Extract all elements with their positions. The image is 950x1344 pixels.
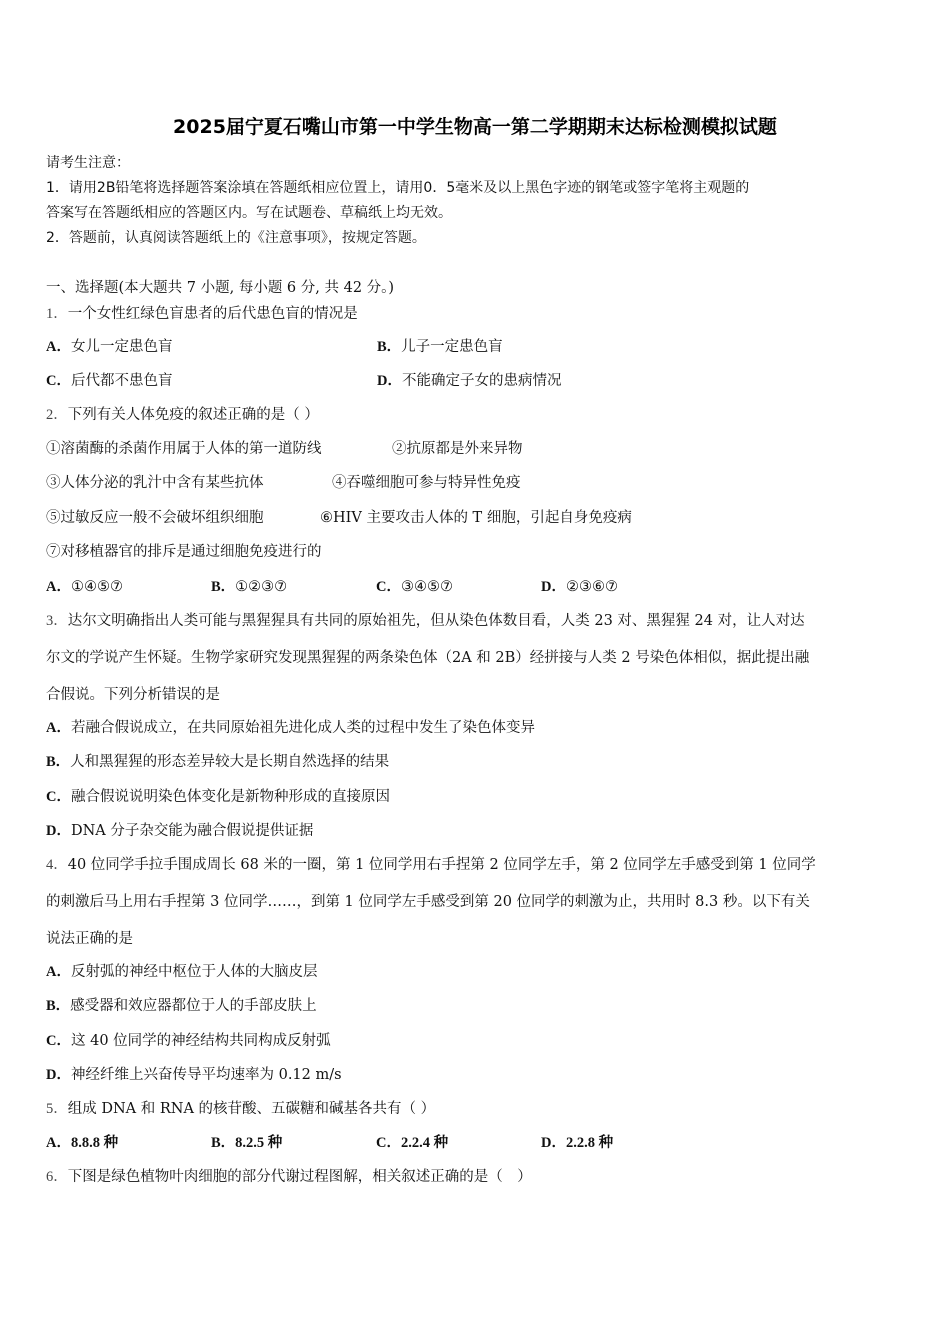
question-3-option-c[interactable] [46, 785, 390, 806]
option-label: D． [541, 579, 566, 595]
option-label: B． [46, 754, 71, 770]
option-label: D． [46, 823, 71, 839]
page-title: 2025届宁夏石嘴山市第一中学生物高一第二学期期末达标检测模拟试题 [173, 116, 777, 138]
question-2-option-b[interactable] [211, 575, 287, 596]
question-4-stem-line-2: 的刺激后马上用右手捏第 3 位同学……，到第 1 位同学左手感受到第 20 位同学的刺激为止，共用时 8.3 秒。以下有关 [46, 894, 810, 910]
question-5-option-c[interactable] [376, 1131, 448, 1152]
question-number: 3． [46, 613, 68, 629]
option-label: D． [541, 1135, 566, 1151]
option-text: ②③⑥⑦ [565, 579, 618, 595]
option-label: C． [376, 579, 401, 595]
question-number: 5． [46, 1101, 68, 1117]
option-label: C． [46, 789, 71, 805]
question-text: 达尔文明确指出人类可能与黑猩猩具有共同的原始祖先，但从染色体数目看，人类 23 对、黑猩猩 24 对，让人对达 [67, 613, 805, 629]
question-5-option-b[interactable] [211, 1131, 282, 1152]
notice-item-2: 2．答题前，认真阅读答题纸上的《注意事项》，按规定答题。 [46, 230, 426, 246]
question-4-option-b[interactable] [46, 994, 317, 1015]
option-text: 这 40 位同学的神经结构共同构成反射弧 [70, 1033, 331, 1049]
statement-2: ②抗原都是外来异物 [392, 441, 523, 457]
question-4-option-a[interactable] [46, 960, 317, 981]
question-3-option-b[interactable] [46, 750, 389, 771]
option-text: ①②③⑦ [235, 579, 288, 595]
option-label: D． [46, 1067, 71, 1083]
option-label: C． [46, 373, 71, 389]
option-label: C． [376, 1135, 401, 1151]
question-4-option-d[interactable] [46, 1063, 342, 1084]
option-label: A． [46, 339, 71, 355]
option-text: 8.2.5 种 [235, 1135, 283, 1151]
notice-item-1-cont: 答案写在答题纸相应的答题区内。写在试题卷、草稿纸上均无效。 [46, 205, 452, 221]
question-5-option-d[interactable] [541, 1131, 613, 1152]
option-text: 8.8.8 种 [70, 1135, 119, 1151]
option-label: B． [377, 339, 402, 355]
statement-5: ⑤过敏反应一般不会破坏组织细胞 [46, 510, 264, 526]
option-label: A． [46, 964, 71, 980]
question-3-option-a[interactable] [46, 716, 535, 737]
question-text: 组成 DNA 和 RNA 的核苷酸、五碳糖和碱基各共有（ ） [67, 1101, 436, 1117]
option-text: 融合假说说明染色体变化是新物种形成的直接原因 [70, 789, 390, 805]
question-number: 6． [46, 1169, 68, 1185]
option-text: 若融合假说成立，在共同原始祖先进化成人类的过程中发生了染色体变异 [70, 720, 535, 736]
question-3-stem-line-3: 合假说。下列分析错误的是 [46, 687, 220, 703]
question-2-option-c[interactable] [376, 575, 453, 596]
question-1-option-c[interactable] [46, 369, 172, 390]
option-text: 后代都不患色盲 [70, 373, 173, 389]
section-heading: 一、选择题(本大题共 7 小题, 每小题 6 分, 共 42 分。) [46, 280, 395, 296]
option-text: 人和黑猩猩的形态差异较大是长期自然选择的结果 [70, 754, 390, 770]
question-text: 下列有关人体免疫的叙述正确的是（ ） [67, 407, 319, 423]
question-number: 2． [46, 407, 68, 423]
option-text: 反射弧的神经中枢位于人体的大脑皮层 [70, 964, 318, 980]
option-label: B． [211, 579, 236, 595]
question-text: 40 位同学手拉手围成周长 68 米的一圈，第 1 位同学用右手捏第 2 位同学左手，第 2 位同学左手感受到第 1 位同学 [67, 857, 816, 873]
notice-item-1: 1．请用2B铅笔将选择题答案涂填在答题纸相应位置上，请用0．5毫米及以上黑色字迹的钢笔或签字笔将主观题的 [46, 180, 750, 196]
notice-heading: 请考生注意： [46, 155, 130, 171]
question-5-stem [46, 1097, 435, 1118]
question-number: 1． [46, 306, 68, 322]
question-3-stem-line-1 [46, 609, 805, 630]
option-label: A． [46, 720, 71, 736]
question-5-option-a[interactable] [46, 1131, 118, 1152]
option-label: A． [46, 579, 71, 595]
option-text: 不能确定子女的患病情况 [401, 373, 562, 389]
option-text: ③④⑤⑦ [400, 579, 453, 595]
statement-7: ⑦对移植器官的排斥是通过细胞免疫进行的 [46, 544, 322, 560]
question-4-stem-line-3: 说法正确的是 [46, 931, 133, 947]
option-label: A． [46, 1135, 71, 1151]
option-text: 2.2.8 种 [565, 1135, 614, 1151]
option-label: B． [211, 1135, 236, 1151]
option-text: 儿子一定患色盲 [401, 339, 503, 355]
statement-1: ①溶菌酶的杀菌作用属于人体的第一道防线 [46, 441, 322, 457]
option-label: B． [46, 998, 71, 1014]
statement-3: ③人体分泌的乳汁中含有某些抗体 [46, 475, 264, 491]
statement-6: ⑥HIV 主要攻击人体的 T 细胞，引起自身免疫病 [320, 510, 632, 526]
option-text: 女儿一定患色盲 [70, 339, 173, 355]
question-6-stem [46, 1165, 532, 1186]
option-text: 2.2.4 种 [400, 1135, 449, 1151]
question-2-option-a[interactable] [46, 575, 123, 596]
option-label: C． [46, 1033, 71, 1049]
option-text: 感受器和效应器都位于人的手部皮肤上 [70, 998, 317, 1014]
question-1-option-d[interactable] [377, 369, 561, 390]
question-text: 一个女性红绿色盲患者的后代患色盲的情况是 [67, 306, 358, 322]
statement-4: ④吞噬细胞可参与特异性免疫 [332, 475, 521, 491]
question-3-stem-line-2: 尔文的学说产生怀疑。生物学家研究发现黑猩猩的两条染色体（2A 和 2B）经拼接与人类 2 号染色体相似，据此提出融 [46, 650, 810, 666]
question-1-option-a[interactable] [46, 335, 172, 356]
question-1-option-b[interactable] [377, 335, 503, 356]
question-2-option-d[interactable] [541, 575, 618, 596]
option-text: ①④⑤⑦ [70, 579, 123, 595]
option-text: DNA 分子杂交能为融合假说提供证据 [70, 823, 314, 839]
option-label: D． [377, 373, 402, 389]
question-3-option-d[interactable] [46, 819, 313, 840]
question-4-option-c[interactable] [46, 1029, 331, 1050]
question-4-stem-line-1 [46, 853, 816, 874]
question-1-stem [46, 302, 358, 323]
question-2-stem [46, 403, 319, 424]
option-text: 神经纤维上兴奋传导平均速率为 0.12 m/s [70, 1067, 342, 1083]
question-number: 4． [46, 857, 68, 873]
question-text: 下图是绿色植物叶肉细胞的部分代谢过程图解，相关叙述正确的是（ ） [67, 1169, 532, 1185]
